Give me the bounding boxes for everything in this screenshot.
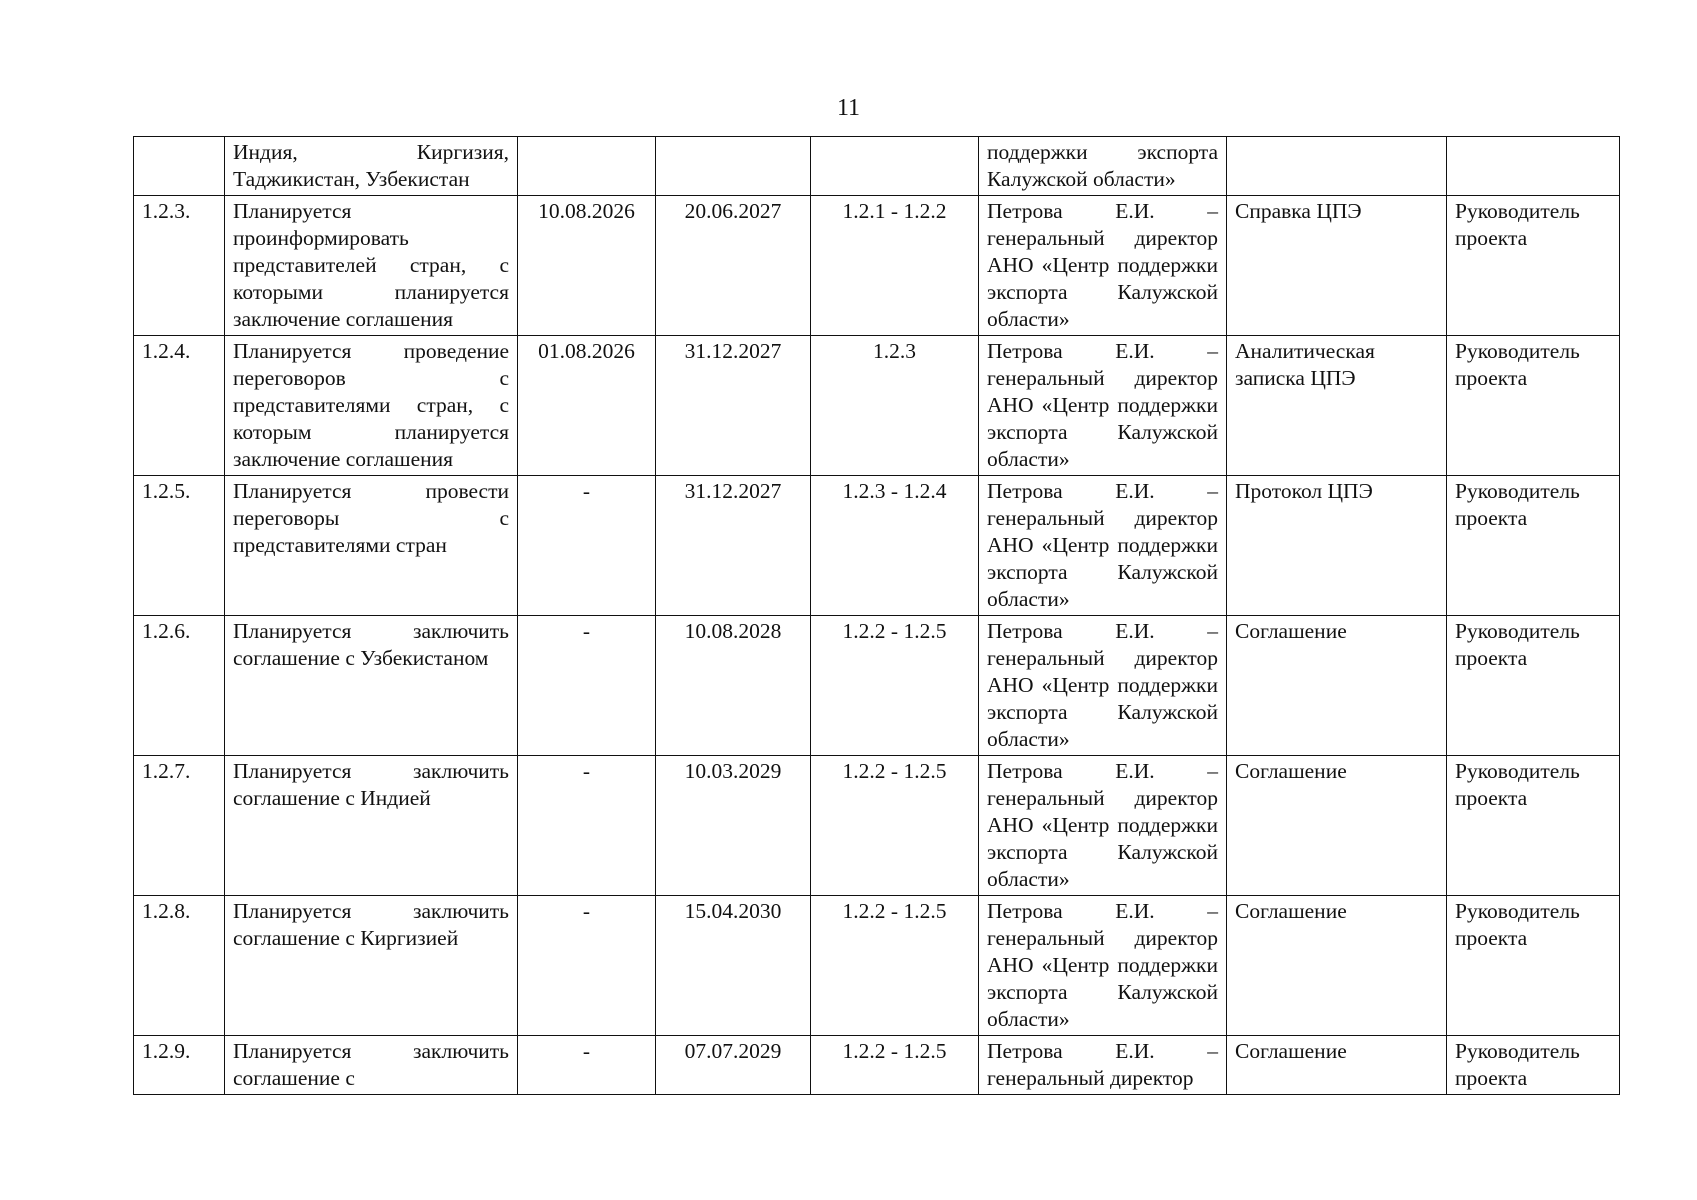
cell-responsible: Петрова Е.И. – генеральный директор АНО «Центр поддержки экспорта Калужской области» <box>979 336 1227 476</box>
cell-responsible: Петрова Е.И. – генеральный директор АНО «Центр поддержки экспорта Калужской области» <box>979 616 1227 756</box>
cell-control: Руководитель проекта <box>1447 896 1620 1036</box>
cell-dependency: 1.2.2 - 1.2.5 <box>811 1036 979 1095</box>
cell-number: 1.2.4. <box>134 336 225 476</box>
cell-end-date: 07.07.2029 <box>656 1036 811 1095</box>
cell-result <box>1227 137 1447 196</box>
cell-number <box>134 137 225 196</box>
table-row <box>134 896 1620 1036</box>
cell-result: Соглашение <box>1227 896 1447 1036</box>
cell-start-date <box>518 137 656 196</box>
table-row <box>134 756 1620 896</box>
cell-end-date: 15.04.2030 <box>656 896 811 1036</box>
cell-control <box>1447 137 1620 196</box>
page-number: 11 <box>836 95 861 121</box>
cell-responsible: Петрова Е.И. – генеральный директор АНО «Центр поддержки экспорта Калужской области» <box>979 476 1227 616</box>
cell-result: Протокол ЦПЭ <box>1227 476 1447 616</box>
cell-responsible: Петрова Е.И. – генеральный директор АНО «Центр поддержки экспорта Калужской области» <box>979 196 1227 336</box>
cell-responsible: поддержки экспорта Калужской области» <box>979 137 1227 196</box>
table-row <box>134 1036 1620 1095</box>
cell-description: Планируется проинформировать представителей стран, с которыми планируется заключение соглашения <box>225 196 518 336</box>
cell-responsible: Петрова Е.И. – генеральный директор АНО «Центр поддержки экспорта Калужской области» <box>979 756 1227 896</box>
cell-number: 1.2.9. <box>134 1036 225 1095</box>
cell-dependency <box>811 137 979 196</box>
cell-dependency: 1.2.3 - 1.2.4 <box>811 476 979 616</box>
cell-control: Руководитель проекта <box>1447 476 1620 616</box>
cell-start-date: - <box>518 896 656 1036</box>
cell-end-date: 20.06.2027 <box>656 196 811 336</box>
cell-description: Индия, Киргизия, Таджикистан, Узбекистан <box>225 137 518 196</box>
cell-control: Руководитель проекта <box>1447 1036 1620 1095</box>
cell-description: Планируется заключить соглашение с <box>225 1036 518 1095</box>
cell-description: Планируется заключить соглашение с Узбекистаном <box>225 616 518 756</box>
cell-end-date: 31.12.2027 <box>656 336 811 476</box>
cell-control: Руководитель проекта <box>1447 196 1620 336</box>
cell-number: 1.2.7. <box>134 756 225 896</box>
cell-end-date: 31.12.2027 <box>656 476 811 616</box>
cell-number: 1.2.6. <box>134 616 225 756</box>
cell-dependency: 1.2.2 - 1.2.5 <box>811 616 979 756</box>
cell-start-date: - <box>518 476 656 616</box>
cell-description: Планируется провести переговоры с представителями стран <box>225 476 518 616</box>
cell-end-date: 10.08.2028 <box>656 616 811 756</box>
cell-control: Руководитель проекта <box>1447 756 1620 896</box>
cell-responsible: Петрова Е.И. – генеральный директор <box>979 1036 1227 1095</box>
table-row <box>134 476 1620 616</box>
cell-start-date: 10.08.2026 <box>518 196 656 336</box>
cell-dependency: 1.2.2 - 1.2.5 <box>811 896 979 1036</box>
plan-table <box>133 136 1620 1095</box>
cell-result: Соглашение <box>1227 1036 1447 1095</box>
cell-result: Соглашение <box>1227 616 1447 756</box>
cell-result: Справка ЦПЭ <box>1227 196 1447 336</box>
table-row <box>134 616 1620 756</box>
cell-description: Планируется проведение переговоров с представителями стран, с которым планируется заключение соглашения <box>225 336 518 476</box>
cell-number: 1.2.3. <box>134 196 225 336</box>
cell-control: Руководитель проекта <box>1447 336 1620 476</box>
cell-dependency: 1.2.2 - 1.2.5 <box>811 756 979 896</box>
cell-result: Соглашение <box>1227 756 1447 896</box>
cell-start-date: - <box>518 1036 656 1095</box>
cell-start-date: - <box>518 756 656 896</box>
cell-dependency: 1.2.1 - 1.2.2 <box>811 196 979 336</box>
cell-description: Планируется заключить соглашение с Киргизией <box>225 896 518 1036</box>
cell-control: Руководитель проекта <box>1447 616 1620 756</box>
cell-start-date: - <box>518 616 656 756</box>
cell-description: Планируется заключить соглашение с Индией <box>225 756 518 896</box>
cell-number: 1.2.5. <box>134 476 225 616</box>
table-row <box>134 196 1620 336</box>
cell-number: 1.2.8. <box>134 896 225 1036</box>
cell-dependency: 1.2.3 <box>811 336 979 476</box>
cell-responsible: Петрова Е.И. – генеральный директор АНО «Центр поддержки экспорта Калужской области» <box>979 896 1227 1036</box>
table-row <box>134 336 1620 476</box>
cell-end-date: 10.03.2029 <box>656 756 811 896</box>
cell-result: Аналитическая записка ЦПЭ <box>1227 336 1447 476</box>
cell-start-date: 01.08.2026 <box>518 336 656 476</box>
table-row <box>134 137 1620 196</box>
cell-end-date <box>656 137 811 196</box>
